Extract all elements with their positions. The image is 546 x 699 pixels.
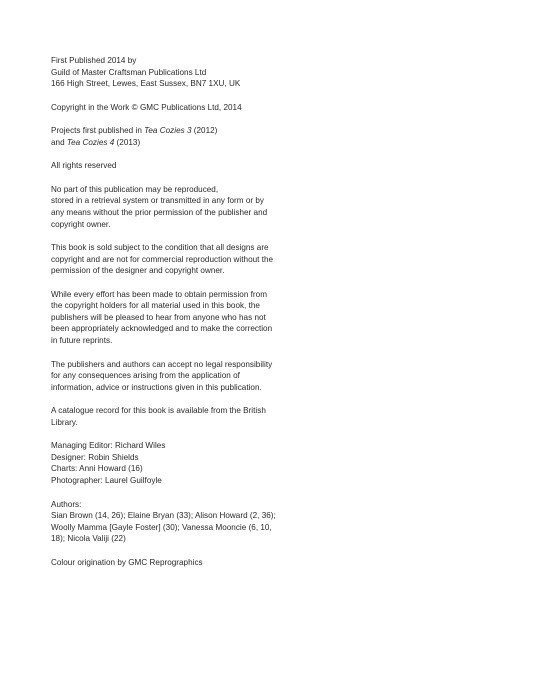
reproduction-notice <box>51 184 491 230</box>
book-title-2: Tea Cozies 4 <box>66 137 115 147</box>
authors-block <box>51 499 491 545</box>
permission-line: in future reprints. <box>51 336 113 346</box>
sale-condition-notice <box>51 242 491 277</box>
credit-line: Charts: Anni Howard (16) <box>51 464 143 474</box>
book-title-1: Tea Cozies 3 <box>144 126 192 136</box>
liability-line: for any consequences arising from the application of <box>51 371 240 381</box>
copyright-text-block <box>51 55 491 580</box>
catalogue-notice <box>51 405 491 428</box>
projects-prefix-2: and <box>51 137 67 147</box>
projects-line-1 <box>51 125 491 137</box>
sale-condition-line: copyright and are not for commercial reproduction without the <box>51 254 274 264</box>
copyright-line: Copyright in the Work © GMC Publications Ltd, 2014 <box>51 102 242 112</box>
credit-line: Photographer: Laurel Guilfoyle <box>51 476 162 486</box>
permission-line: While every effort has been made to obtain permission from <box>51 289 267 299</box>
permission-line: publishers will be pleased to hear from anyone who has not <box>51 312 266 322</box>
authors-heading: Authors: <box>51 499 82 509</box>
reproduction-line: stored in a retrieval system or transmitted in any form or by <box>51 196 264 206</box>
permission-notice <box>51 289 491 347</box>
copyright-notice <box>51 102 491 114</box>
permission-line: been appropriately acknowledged and to make the correction <box>51 324 273 334</box>
publisher-name: Guild of Master Craftsman Publications Ltd <box>51 67 207 77</box>
liability-notice <box>51 359 491 394</box>
colour-origination-notice <box>51 557 491 569</box>
authors-line: Sian Brown (14, 26); Elaine Bryan (33); Alison Howard (2, 36); <box>51 511 276 521</box>
credits-block <box>51 440 491 486</box>
reproduction-line: any means without the prior permission of the publisher and <box>51 207 268 217</box>
authors-line: 18); Nicola Valiji (22) <box>51 534 126 544</box>
authors-line: Woolly Mamma [Gayle Foster] (30); Vanessa Mooncie (6, 10, <box>51 522 272 532</box>
projects-notice <box>51 125 491 148</box>
catalogue-line: A catalogue record for this book is available from the British <box>51 406 266 416</box>
rights-notice <box>51 160 491 172</box>
permission-line: the copyright holders for all material used in this book, the <box>51 301 260 311</box>
reproduction-line: No part of this publication may be reproduced, <box>51 184 219 194</box>
liability-line: The publishers and authors can accept no legal responsibility <box>51 359 273 369</box>
rights-line: All rights reserved <box>51 161 117 171</box>
projects-suffix-2: (2013) <box>114 137 141 147</box>
liability-line: information, advice or instructions given in this publication. <box>51 382 262 392</box>
reproduction-line: copyright owner. <box>51 219 111 229</box>
publisher-block <box>51 55 491 90</box>
projects-prefix-1: Projects first published in <box>51 126 145 136</box>
credit-line: Designer: Robin Shields <box>51 452 139 462</box>
publisher-line: First Published 2014 by <box>51 56 137 65</box>
publisher-address: 166 High Street, Lewes, East Sussex, BN7 1XU, UK <box>51 79 241 89</box>
catalogue-line: Library. <box>51 417 78 427</box>
credit-line: Managing Editor: Richard Wiles <box>51 441 166 451</box>
sale-condition-line: This book is sold subject to the condition that all designs are <box>51 242 269 252</box>
colour-origination-line: Colour origination by GMC Reprographics <box>51 557 203 567</box>
projects-suffix-1: (2012) <box>191 126 218 136</box>
projects-line-2 <box>51 137 491 149</box>
sale-condition-line: permission of the designer and copyright owner. <box>51 266 225 276</box>
